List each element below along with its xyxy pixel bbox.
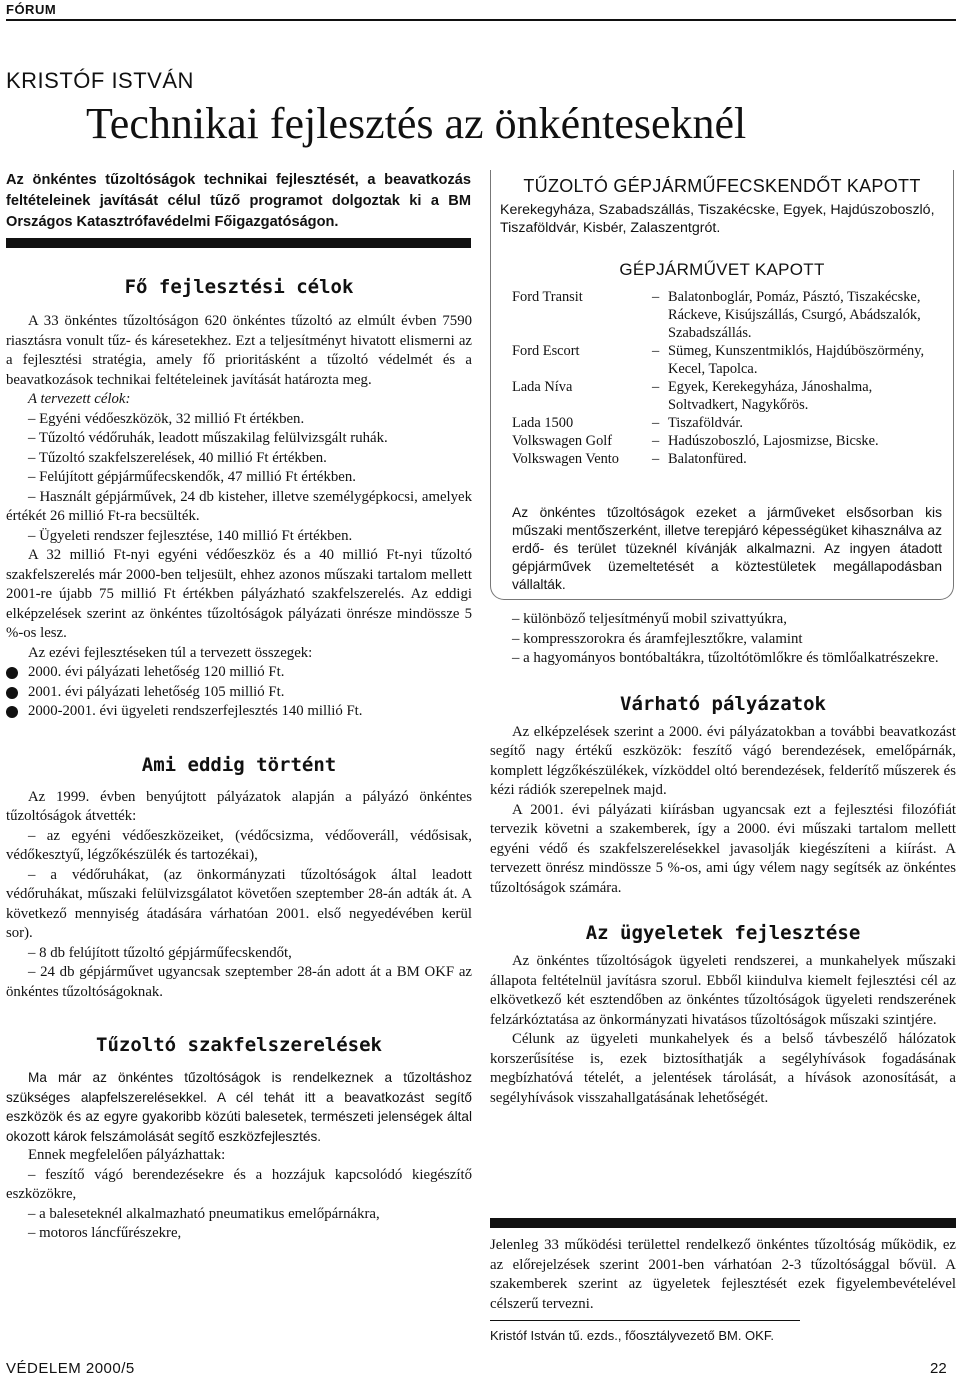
vehicle-towns: Balatonfüred.	[668, 451, 747, 467]
paragraph: A 32 millió Ft-nyi egyéni védőeszköz és a 40 millió Ft-nyi tűzoltó szakfelszerelés már 2000-ben teljesült, ehhez azonos műszaki tartalom mellett 2001-re újabb 75 millió Ft értékben pályázható szakfelszerelés. Az eddigi elképzelések szerint az önkéntes tűzoltóságok pályázati önrésze mindössze 5 %-os lesz.	[6, 547, 472, 641]
heading-main-goals: Fő fejlesztési célok	[124, 276, 354, 298]
vehicle-name: Ford Transit	[512, 289, 583, 305]
paragraph: – feszítő vágó berendezésekre és a hozzájuk kapcsolódó kiegészítő eszközökre,	[6, 1166, 472, 1202]
list-item: – különböző teljesítményű mobil szivattyúkra,	[512, 611, 787, 627]
bullet-icon	[6, 706, 18, 718]
paragraph: Az önkéntes tűzoltóságok ügyeleti rendszerei, a munkahelyek műszaki állapota feltételnül javításra szorul. Ebből kiindulva kiemelt fejlesztési cél az elkövetkező két esztendőben az önkéntes tűzoltóságok ügyeleti rendszerének felzárkóztatása az önkormányzati hivatásos tűzoltóságok műszaki szintjére.	[490, 953, 956, 1028]
vehicle-name: Lada 1500	[512, 415, 574, 431]
paragraph: – az egyéni védőeszközeiket, (védőcsizma, védőoveráll, védősisak, védőkesztyű, légzőkészülék és tartozékai),	[6, 827, 472, 863]
section-label: FÓRUM	[6, 2, 57, 17]
goal-item: – Ügyeleti rendszer fejlesztése, 140 millió Ft értékben.	[28, 527, 353, 544]
closing-paragraph-block	[490, 1236, 956, 1314]
list-item: 2000-2001. évi ügyeleti rendszerfejlesztés 140 millió Ft.	[6, 702, 472, 722]
goals-label: A tervezett célok:	[28, 391, 131, 407]
section-rule	[490, 1218, 956, 1228]
vehicle-towns: Tiszaföldvár.	[668, 415, 744, 431]
page-number: 22	[930, 1360, 947, 1377]
paragraph: Az elképzelések szerint a 2000. évi pályázatokban a további beavatkozást segítő nagy értékű eszközök: feszítő vágó berendezések, emelőpárnák, komplett légzőkészülékek, vízköddel oltó berendezések, felderítő műszerek és kézi rádiók szerepelnek majd.	[490, 723, 956, 798]
dash: –	[652, 433, 660, 449]
left-column	[6, 274, 472, 1244]
paragraph: Az ezévi fejlesztéseken túl a tervezett összegek:	[28, 644, 313, 661]
vehicle-towns: Hadúszoboszló, Lajosmizse, Bicske.	[668, 433, 879, 449]
list-item: 2000. évi pályázati lehetőség 120 millió Ft.	[6, 663, 472, 683]
lead-rule	[6, 238, 471, 248]
paragraph: A 33 önkéntes tűzoltóságon 620 önkéntes tűzoltó az elmúlt évben 7590 riasztásra vonult tűz- és káresetekhez. Ezt a teljesítményt hivatott elismerni az a fejlesztési stratégia, amely fő prioritásként a tűzoltó védelmét és a beavatkozások technikai feltételeinek javítását határozta meg.	[6, 313, 472, 388]
heading-expected-tenders: Várható pályázatok	[620, 692, 826, 715]
byline-rule	[490, 1320, 800, 1321]
paragraph: Célunk az ügyeleti munkahelyek és a belső távbeszélő hálózatok korszerűsítése is, ezek biztosíthatják a segélyhívások fogadásának megbízhatóvá tételét, a jelentések tárolását, a hívások azonosítását, a segélyhívások visszahallgatásának lehetőségét.	[490, 1031, 956, 1106]
paragraph: – motoros láncfűrészekre,	[28, 1225, 182, 1241]
list-item: 2001. évi pályázati lehetőség 105 millió Ft.	[6, 683, 472, 703]
vehicle-name: Lada Níva	[512, 379, 573, 395]
goal-item: – Felújított gépjárműfecskendők, 47 millió Ft értékben.	[28, 469, 356, 485]
vehicle-heading: GÉPJÁRMŰVET KAPOTT	[619, 260, 825, 279]
table-row	[512, 342, 942, 378]
footer-publication: VÉDELEM 2000/5	[6, 1360, 135, 1377]
dash: –	[652, 289, 660, 305]
vehicle-towns: Egyek, Kerekegyháza, Jánoshalma, Soltvadkert, Nagykőrös.	[668, 379, 873, 413]
goal-item: – Egyéni védőeszközök, 32 millió Ft értékben.	[28, 410, 305, 427]
article-title: Technikai fejlesztés az önkénteseknél	[86, 99, 747, 148]
paragraph: Jelenleg 33 működési területtel rendelkező önkéntes tűzoltóság működik, ez az előrejelzések szerint 2001-ben várhatóan 2-3 tűzoltósággal bővül. A szakemberek szerint az ügyeletek fejlesztését ezek figyelembevételével célszerű tervezni.	[490, 1237, 956, 1312]
vehicle-name: Volkswagen Vento	[512, 451, 619, 467]
paragraph: – 8 db felújított tűzoltó gépjárműfecskendőt,	[28, 944, 292, 961]
vehicle-box-header	[490, 176, 954, 237]
dash: –	[652, 343, 660, 359]
fire-engine-towns: Kerekegyháza, Szabadszállás, Tiszakécske, Egyek, Hajdúszoboszló, Tiszaföldvár, Kisbér, Zalaszentgrót.	[500, 202, 935, 236]
dash: –	[652, 451, 660, 467]
bullet-icon	[6, 687, 18, 699]
goal-item: – Használt gépjárművek, 24 db kisteher, illetve személygépkocsi, amelyek értékét 26 millió Ft-ra becsülték.	[6, 488, 472, 524]
paragraph: Ma már az önkéntes tűzoltóságok is rendelkeznek a tűzoltáshoz szükséges alapfelszerelésekkel. A cél tehát itt a beavatkozást segítő eszközök és az egyre gyakoribb közúti balesetek, természeti jelenségek által okozott károk felszámolását segítő eszközfejlesztés.	[6, 1070, 472, 1144]
goal-item: – Tűzoltó szakfelszerelések, 40 millió Ft értékben.	[28, 449, 327, 466]
list-item: – a hagyományos bontóbaltákra, tűzoltótömlőkre és tömlőalkatrészekre.	[512, 650, 939, 666]
list-item: – kompresszorokra és áramfejlesztőkre, valamint	[512, 630, 803, 647]
vehicle-table	[512, 288, 942, 468]
vehicle-towns: Balatonboglár, Pomáz, Pásztó, Tiszakécske, Ráckeve, Kisújszállás, Csurgó, Abádszalók, Szabadszállás.	[668, 289, 921, 341]
paragraph: – 24 db gépjárművet ugyancsak szeptember 28-án adott át a BM OKF az önkéntes tűzoltóságoknak.	[6, 964, 472, 1000]
paragraph: A 2001. évi pályázati kiírásban ugyancsak ezt a fejlesztési filozófiát tervezik követni a szakemberek, így a 2000. évi műszaki tartalom mellett egyéni védő és szakfelszerelésekkel javasolják kiegészíteni a kiírást. A tervezett önrész mindössze 5 %-os, ami úgy vélem nagy segítsék az önkéntes tűzoltóságok számára.	[490, 801, 956, 896]
vehicle-towns: Sümeg, Kunszentmiklós, Hajdúböszörmény, Kecel, Tapolca.	[668, 343, 925, 377]
vehicle-name: Volkswagen Golf	[512, 433, 613, 449]
paragraph: – a védőruhákat, (az önkormányzati tűzoltóságok által leadott védőruhákat, műszaki felülvizsgálatot követően szeptember 28-án adták át. A következő mennyiség átadására várhatóan 2001. első negyedévében kerül sor).	[6, 866, 472, 941]
table-row	[512, 450, 942, 468]
goal-item: – Tűzoltó védőruhák, leadott műszakilag felülvizsgált ruhák.	[28, 430, 388, 446]
top-rule	[6, 19, 956, 21]
bullet-icon	[6, 667, 18, 679]
paragraph: Ennek megfelelően pályázhattak:	[28, 1147, 226, 1163]
vehicle-name: Ford Escort	[512, 343, 580, 359]
heading-equipment: Tűzoltó szakfelszerelések	[96, 1034, 382, 1056]
article-lead: Az önkéntes tűzoltóságok technikai fejlesztését, a beavatkozás feltételeinek javítását célul tűző programot dolgoztak ki a BM Országos Katasztrófavédelmi Főigazgatóságon.	[6, 172, 471, 230]
table-row	[512, 288, 942, 342]
author-byline: Kristóf István tű. ezds., főosztályvezető BM. OKF.	[490, 1328, 774, 1343]
dash: –	[652, 415, 660, 431]
vehicle-note: Az önkéntes tűzoltóságok ezeket a járműveket elsősorban kis műszaki mentőszerként, illetve terepjáró képességüket kihasználva az erdő- és terület tüzeknél kívánják alkalmazni. Az ingyen átadott gépjárművek üzemeltetését a köztestületek megállapodásban vállalták.	[512, 505, 942, 592]
table-row	[512, 414, 942, 432]
table-row	[512, 432, 942, 450]
fire-engine-heading: TŰZOLTÓ GÉPJÁRMŰFECSKENDŐT KAPOTT	[523, 176, 921, 196]
heading-so-far: Ami eddig történt	[141, 753, 337, 776]
article-author: KRISTÓF ISTVÁN	[6, 68, 194, 93]
right-column	[490, 610, 956, 1108]
paragraph: Az 1999. évben benyújtott pályázatok alapján a pályázó önkéntes tűzoltóságok átvették:	[6, 788, 472, 824]
paragraph: – a baleseteknél alkalmazható pneumatikus emelőpárnákra,	[28, 1205, 380, 1222]
heading-dispatch-development: Az ügyeletek fejlesztése	[585, 922, 861, 944]
dash: –	[652, 379, 660, 395]
table-row	[512, 378, 942, 414]
